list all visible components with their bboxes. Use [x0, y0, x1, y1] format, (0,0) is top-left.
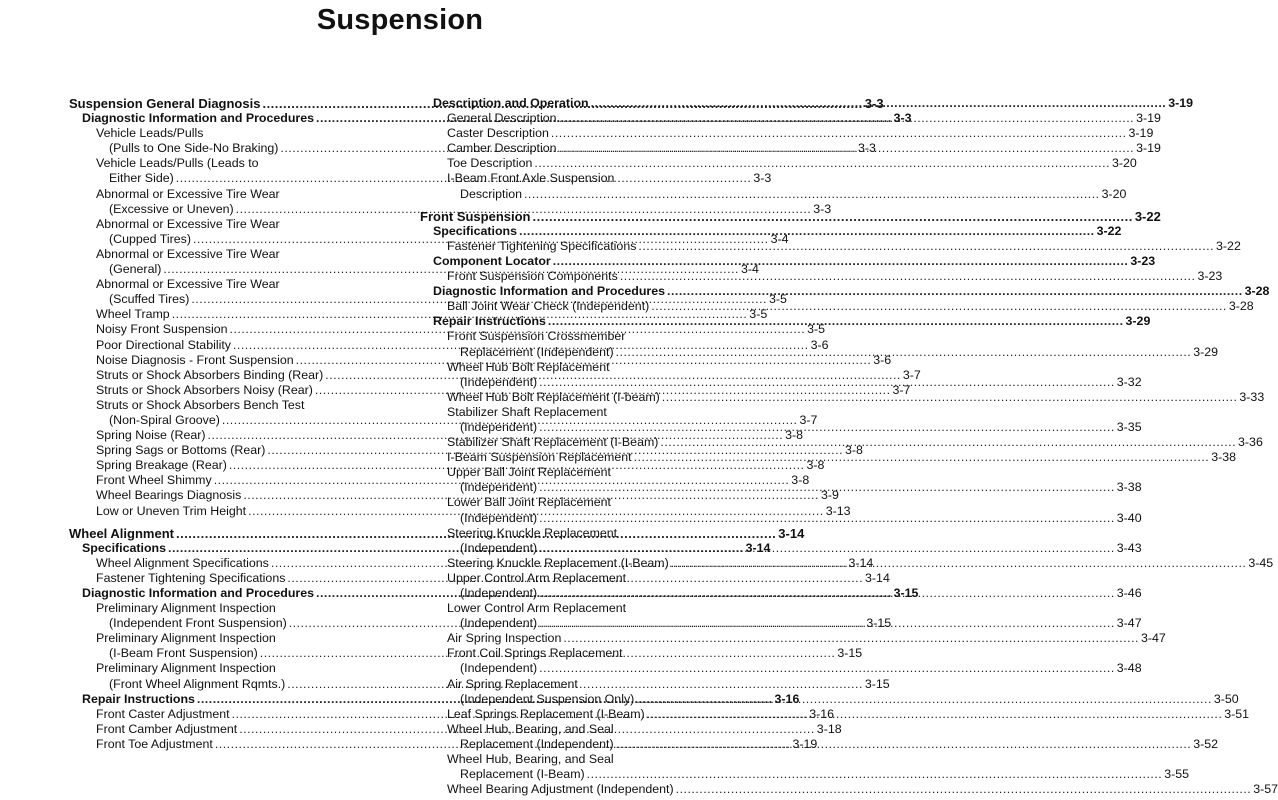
toc-entry-line: Preliminary Alignment Inspection — [96, 601, 276, 616]
dot-leader — [539, 511, 1115, 526]
toc-page-number: 3-36 — [1238, 435, 1263, 450]
toc-entry-label: (Independent) — [460, 616, 538, 631]
toc-entry-label: (Excessive or Uneven) — [109, 201, 234, 216]
toc-entry-label: Diagnostic Information and Procedures — [82, 111, 315, 126]
toc-page-number: 3-52 — [1193, 736, 1219, 751]
toc-page-number: 3-15 — [864, 676, 890, 691]
toc-entry-label: (Cupped Tires) — [109, 231, 191, 246]
toc-entry-label: Wheel Bearing Adjustment (Independent) — [447, 782, 674, 797]
dot-leader — [539, 541, 1115, 556]
toc-entry-line: Abnormal or Excessive Tire Wear — [96, 186, 280, 201]
toc-entry-label: (Independent) — [460, 586, 538, 600]
toc-page-number: 3-33 — [1239, 389, 1265, 404]
toc-entry-line: I-Beam Front Axle Suspension — [447, 171, 615, 186]
dot-leader — [548, 314, 1124, 329]
toc-page-number: 3-50 — [1213, 691, 1239, 706]
toc-entry-label: Leaf Springs Replacement (I-Beam) — [447, 706, 645, 721]
toc-entry-label: (Independent Suspension Only) — [460, 691, 635, 706]
toc-entry-label: Diagnostic Information and Procedures — [433, 284, 666, 299]
toc-entry-label: Specifications — [433, 223, 518, 238]
toc-entry-label: Either Side) — [109, 171, 174, 186]
toc-subsection-heading — [420, 253, 1156, 269]
toc-page-number: 3-23 — [1197, 269, 1223, 284]
dot-leader — [660, 435, 1236, 450]
dot-leader — [559, 141, 1135, 156]
toc-entry-label: Struts or Shock Absorbers Binding (Rear) — [96, 367, 324, 382]
toc-page-number: 3-5 — [807, 322, 826, 337]
toc-entry-label: Steering Knuckle Replacement (I-Beam) — [447, 555, 669, 570]
toc-page-number: 3-14 — [865, 570, 890, 585]
toc-entry-label: Repair Instructions — [82, 691, 195, 706]
toc-entry-label: Diagnostic Information and Procedures — [82, 586, 315, 600]
toc-page-number: 3-15 — [866, 616, 892, 631]
toc-page-number: 3-20 — [1112, 156, 1137, 171]
toc-page-number: 3-5 — [749, 307, 768, 322]
toc-entry-label: (Scuffed Tires) — [109, 292, 190, 307]
toc-page-number: 3-19 — [1136, 111, 1161, 126]
toc-entry-label: Spring Noise (Rear) — [96, 428, 206, 443]
toc-entry-label: Noisy Front Suspension — [96, 322, 228, 337]
toc-entry-label: (Independent) — [460, 661, 538, 676]
toc-entry-line: Steering Knuckle Replacement — [447, 525, 618, 540]
toc-entry-line: Upper Ball Joint Replacement — [447, 465, 611, 480]
dot-leader — [553, 254, 1129, 269]
dot-leader — [551, 126, 1127, 141]
dot-leader — [524, 187, 1100, 202]
toc-entry-label: Toe Description — [447, 156, 533, 171]
toc-entry-label: Caster Description — [447, 126, 549, 141]
toc-entry-label: Fastener Tightening Specifications — [96, 570, 286, 585]
toc-page-number: 3-19 — [1128, 126, 1154, 141]
dot-leader — [591, 96, 1167, 111]
dot-leader — [539, 375, 1115, 390]
toc-page-number: 3-47 — [1116, 616, 1142, 631]
toc-entry-label: (Independent) — [460, 510, 538, 525]
toc-page-number: 3-6 — [810, 337, 829, 352]
toc-entry — [420, 156, 1137, 171]
toc-entry — [420, 661, 1142, 676]
toc-entry-label: Ball Joint Wear Check (Independent) — [447, 299, 650, 314]
toc-entry-label: (Independent) — [460, 480, 538, 495]
toc-entry-label: Wheel Alignment Specifications — [96, 555, 269, 570]
toc-entry-line: Air Spring Replacement — [447, 676, 578, 691]
toc-page-number: 3-7 — [799, 412, 818, 427]
toc-entry-line: Abnormal or Excessive Tire Wear — [96, 277, 280, 292]
toc-page-number: 3-14 — [745, 540, 771, 555]
toc-page-number: 3-6 — [873, 352, 892, 367]
dot-leader — [636, 692, 1212, 707]
toc-page-number: 3-19 — [792, 736, 818, 751]
toc-entry-line: Vehicle Leads/Pulls — [96, 126, 204, 141]
toc-entry-label: Suspension General Diagnosis — [69, 96, 261, 111]
toc-page-number: 3-22 — [1096, 223, 1122, 238]
toc-page-number: 3-13 — [825, 503, 851, 518]
toc-page-number: 3-28 — [1244, 284, 1270, 299]
toc-entry-label: Spring Sags or Bottoms (Rear) — [96, 443, 266, 458]
toc-entry-line: Abnormal or Excessive Tire Wear — [96, 216, 280, 231]
toc-entry-label: Description — [460, 186, 522, 201]
dot-leader — [616, 737, 1192, 752]
toc-page-number: 3-48 — [1116, 661, 1142, 676]
toc-page-number: 3-3 — [753, 171, 772, 186]
toc-page-number: 3-43 — [1116, 540, 1142, 555]
toc-page-number: 3-19 — [1168, 96, 1194, 110]
toc-entry-line: Wheel Hub Bolt Replacement — [447, 359, 610, 374]
toc-entry-line: Upper Control Arm Replacement — [447, 570, 627, 585]
toc-page-number: 3-57 — [1253, 782, 1278, 797]
toc-entry-label: Camber Description — [447, 141, 557, 156]
dot-leader — [616, 345, 1192, 360]
toc-entry-label: (Independent) — [460, 419, 538, 434]
toc-entry — [420, 480, 1142, 495]
toc-page-number: 3-29 — [1193, 344, 1219, 359]
toc-entry-line: Abnormal or Excessive Tire Wear — [96, 246, 280, 261]
toc-entry-label: Replacement (I-Beam) — [460, 767, 585, 782]
toc-entry-line: Wheel Hub, Bearing, and Seal — [447, 721, 614, 736]
dot-leader — [671, 556, 1247, 571]
toc-entry-label: Wheel Tramp — [96, 307, 170, 322]
toc-entry-label: Struts or Shock Absorbers Noisy (Rear) — [96, 382, 313, 397]
toc-entry-label: (Independent) — [460, 540, 538, 555]
dot-leader — [634, 450, 1210, 465]
toc-page-number: 3-3 — [858, 141, 876, 156]
dot-leader — [559, 111, 1135, 126]
dot-leader — [662, 390, 1238, 405]
toc-entry-label: Low or Uneven Trim Height — [96, 503, 247, 518]
toc-page-number: 3-3 — [893, 111, 912, 126]
toc-page-number: 3-45 — [1248, 555, 1274, 570]
toc-page-number: 3-7 — [902, 367, 921, 382]
toc-page-number: 3-15 — [893, 586, 919, 600]
toc-page-number: 3-4 — [770, 231, 789, 246]
toc-page-number: 3-15 — [837, 646, 863, 661]
toc-page-number: 3-51 — [1224, 706, 1250, 721]
toc-entry-label: Replacement (Independent) — [460, 344, 614, 359]
dot-leader — [676, 782, 1252, 797]
toc-entry-line: Lower Control Arm Replacement — [447, 601, 627, 616]
toc-entry-label: Front Camber Adjustment — [96, 721, 238, 736]
toc-page-number: 3-14 — [778, 525, 805, 541]
dot-leader — [539, 420, 1115, 435]
toc-entry — [69, 616, 892, 631]
toc-page-number: 3-14 — [848, 555, 874, 570]
toc-entry-label: (Independent) — [460, 374, 538, 389]
toc-page-number: 3-22 — [1216, 238, 1241, 253]
toc-entry-label: (Front Wheel Alignment Rqmts.) — [109, 676, 286, 691]
toc-page-number: 3-23 — [1130, 253, 1156, 268]
toc-entry-label: Air Spring Inspection — [447, 631, 562, 646]
toc-entry-label: Wheel Bearings Diagnosis — [96, 488, 242, 503]
toc-page-number: 3-22 — [1134, 208, 1161, 224]
toc-entry — [420, 782, 1278, 797]
toc-entry-label: Component Locator — [433, 253, 551, 268]
toc-entry-label: Front Wheel Shimmy — [96, 473, 212, 488]
toc-entry-label: Front Suspension Components — [447, 269, 618, 284]
dot-leader — [519, 224, 1095, 239]
toc-entry-line: Struts or Shock Absorbers Bench Test — [96, 397, 305, 412]
toc-entry-label: Specifications — [82, 540, 167, 555]
dot-leader — [563, 631, 1139, 646]
toc-entry-label: Poor Directional Stability — [96, 337, 231, 352]
toc-entry-label: Noise Diagnosis - Front Suspension — [96, 352, 294, 367]
page-title: Suspension — [316, 4, 484, 36]
toc-page-number: 3-46 — [1116, 586, 1142, 600]
toc-page-number: 3-35 — [1116, 419, 1142, 434]
toc-page-number: 3-16 — [809, 706, 835, 721]
toc-entry-line: Stabilizer Shaft Replacement — [447, 404, 607, 419]
toc-page-number: 3-16 — [774, 691, 800, 706]
toc-entry-label: Wheel Alignment — [69, 525, 174, 541]
toc-entry-label: Repair Instructions — [433, 314, 546, 329]
toc-page-number: 3-8 — [806, 458, 825, 473]
toc-page-number: 3-4 — [740, 262, 759, 277]
toc-page-number: 3-38 — [1116, 480, 1142, 495]
toc-entry-line: Lower Ball Joint Replacement — [447, 495, 611, 510]
toc-page-number: 3-3 — [813, 201, 832, 216]
toc-entry-label: Wheel Hub Bolt Replacement (I-beam) — [447, 389, 660, 404]
toc-entry-line: Vehicle Leads/Pulls (Leads to — [96, 156, 259, 171]
dot-leader — [539, 480, 1115, 495]
toc-page-number: 3-19 — [1136, 141, 1161, 156]
toc-entry-label: Stabilizer Shaft Replacement (I-Beam) — [447, 435, 659, 450]
toc-entry-label: Spring Breakage (Rear) — [96, 458, 227, 473]
toc-entry — [420, 126, 1154, 141]
dot-leader — [620, 269, 1196, 284]
dot-leader — [534, 156, 1110, 171]
toc-page-number: 3-18 — [816, 721, 842, 736]
dot-leader — [587, 767, 1163, 782]
toc-entry-line: Preliminary Alignment Inspection — [96, 631, 276, 646]
toc-entry-label: Front Suspension — [420, 208, 531, 224]
dot-leader — [647, 707, 1223, 722]
dot-leader — [651, 299, 1227, 314]
toc-page-number: 3-7 — [892, 382, 911, 397]
toc-page-number: 3-8 — [791, 473, 810, 488]
toc-entry-label: Description and Operation — [433, 96, 589, 110]
toc-page-number: 3-28 — [1228, 299, 1254, 314]
toc-page-number: 3-9 — [820, 488, 839, 503]
toc-page-number: 3-8 — [845, 443, 863, 458]
toc-page-number: 3-8 — [785, 428, 804, 443]
toc-page-number: 3-5 — [768, 292, 787, 307]
toc-entry-label: Fastener Tightening Specifications — [447, 238, 637, 253]
toc-entry-label: Replacement (Independent) — [460, 736, 614, 751]
toc-page-number: 3-29 — [1125, 314, 1151, 329]
toc-page-number: 3-47 — [1140, 631, 1166, 646]
toc-entry-line: Front Suspension Crossmember — [447, 329, 626, 344]
toc-entry-label: (Independent Front Suspension) — [109, 616, 287, 631]
toc-subsection-heading — [420, 284, 1270, 299]
toc-entry — [420, 450, 1237, 465]
toc-entry-label: I-Beam Suspension Replacement — [447, 450, 632, 465]
dot-leader — [539, 586, 1115, 601]
toc-page-number: 3-3 — [864, 96, 884, 111]
toc-entry-line: Front Coil Springs Replacement — [447, 646, 623, 661]
toc-entry — [420, 767, 1190, 782]
toc-page-number: 3-20 — [1101, 186, 1127, 201]
toc-entry-label: (Non-Spiral Groove) — [109, 412, 220, 427]
dot-leader — [533, 209, 1133, 224]
toc-entry-label: Front Toe Adjustment — [96, 736, 213, 751]
toc-entry-label: (I-Beam Front Suspension) — [109, 646, 258, 661]
dot-leader — [539, 616, 1115, 631]
toc-entry — [420, 186, 1127, 202]
dot-leader — [667, 284, 1243, 299]
toc-entry-label: (Pulls to One Side-No Braking) — [109, 141, 279, 156]
toc-entry-line: Wheel Hub, Bearing, and Seal — [447, 752, 614, 767]
toc-page-number: 3-38 — [1211, 450, 1237, 465]
toc-page-number: 3-32 — [1116, 374, 1142, 389]
toc-page-number: 3-40 — [1116, 510, 1142, 525]
toc-entry — [420, 631, 1166, 646]
toc-entry-label: General Description — [447, 111, 557, 126]
dot-leader — [539, 661, 1115, 676]
dot-leader — [638, 239, 1214, 254]
toc-page-number: 3-55 — [1164, 767, 1190, 782]
toc-entry-label: (General) — [109, 262, 162, 277]
toc-entry-label: Front Caster Adjustment — [96, 706, 230, 721]
toc-entry-line: Preliminary Alignment Inspection — [96, 661, 276, 676]
